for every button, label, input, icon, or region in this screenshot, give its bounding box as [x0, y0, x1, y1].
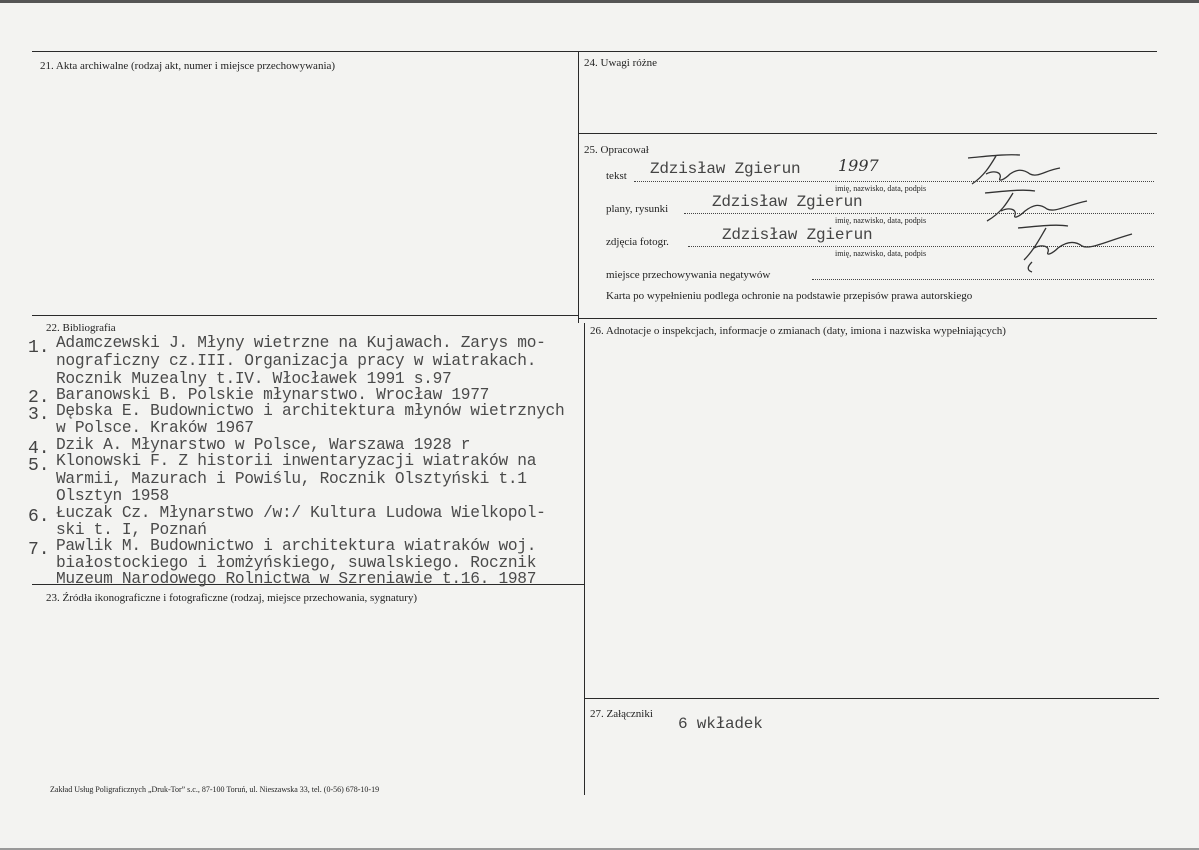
- printer-footer: Zakład Usług Poligraficznych „Druk-Tor” s.c., 87-100 Toruń, ul. Nieszawska 33, tel. (0-56) 678-10-19: [50, 785, 380, 794]
- bib-line: Pawlik M. Budownictwo i architektura wiatraków woj.: [56, 537, 537, 555]
- drawings-author-caption: imię, nazwisko, data, podpis: [835, 216, 927, 225]
- bib-line: Warmii, Mazurach i Powiślu, Rocznik Olsztyński t.1: [56, 470, 527, 488]
- bib-number-1: 1.: [28, 338, 50, 358]
- bib-line: Dzik A. Młynarstwo w Polsce, Warszawa 1928 r: [56, 436, 471, 454]
- frame-top-line: [32, 51, 1157, 52]
- bib-number-4: 4.: [28, 439, 50, 459]
- negatives-location-label: miejsce przechowywania negatywów: [606, 269, 771, 281]
- text-author-caption: imię, nazwisko, data, podpis: [835, 184, 927, 193]
- section-21-label: 21. Akta archiwalne (rodzaj akt, numer i miejsce przechowywania): [40, 60, 336, 72]
- section-26-label: 26. Adnotacje o inspekcjach, informacje o zmianach (daty, imiona i nazwiska wypełniających): [590, 325, 1006, 337]
- section-24-label: 24. Uwagi różne: [584, 57, 658, 69]
- photos-author-label: zdjęcia fotogr.: [606, 236, 669, 248]
- section-22-label: 22. Bibliografia: [46, 322, 116, 334]
- drawings-author-label: plany, rysunki: [606, 203, 669, 215]
- attachments-value: 6 wkładek: [678, 715, 763, 733]
- bib-line: nograficzny cz.III. Organizacja pracy w wiatrakach.: [56, 352, 537, 370]
- section-27-label: 27. Załączniki: [590, 708, 653, 720]
- divider-24-25: [579, 133, 1157, 134]
- bib-line: Olsztyn 1958: [56, 487, 169, 505]
- copyright-note: Karta po wypełnieniu podlega ochronie na podstawie przepisów prawa autorskiego: [606, 290, 973, 302]
- bib-line: Rocznik Muzealny t.IV. Włocławek 1991 s.97: [56, 370, 452, 388]
- drawings-author-value: Zdzisław Zgierun: [712, 193, 863, 211]
- signature-mark-3: [1010, 220, 1140, 280]
- bib-number-6: 6.: [28, 507, 50, 527]
- bib-number-5: 5.: [28, 456, 50, 476]
- photos-author-caption: imię, nazwisko, data, podpis: [835, 249, 927, 258]
- divider-26-27: [585, 698, 1159, 699]
- bib-line: Baranowski B. Polskie młynarstwo. Wrocław 1977: [56, 386, 490, 404]
- section-23-label: 23. Źródła ikonograficzne i fotograficzne (rodzaj, miejsce przechowania, sygnatury): [46, 592, 418, 604]
- divider-21-22: [32, 315, 579, 316]
- paper-top-edge: [0, 0, 1199, 3]
- section-25-label: 25. Opracował: [584, 144, 649, 156]
- text-author-label: tekst: [606, 170, 627, 182]
- bib-line: Klonowski F. Z historii inwentaryzacji wiatraków na: [56, 452, 537, 470]
- bib-line: ski t. I, Poznań: [56, 521, 207, 539]
- bib-line: Łuczak Cz. Młynarstwo /w:/ Kultura Ludowa Wielkopol-: [56, 504, 546, 522]
- bib-line: Muzeum Narodowego Rolnictwa w Szreniawie t.16. 1987: [56, 570, 537, 588]
- bib-number-3: 3.: [28, 405, 50, 425]
- text-author-value: Zdzisław Zgierun: [650, 160, 801, 178]
- text-author-year: 1997: [838, 156, 879, 175]
- center-divider-upper: [578, 51, 579, 323]
- bib-line: Dębska E. Budownictwo i architektura młynów wietrznych: [56, 402, 565, 420]
- bib-line: w Polsce. Kraków 1967: [56, 419, 254, 437]
- divider-25-26: [579, 318, 1157, 319]
- bib-line: Adamczewski J. Młyny wietrzne na Kujawach. Zarys mo-: [56, 334, 546, 352]
- bib-number-2: 2.: [28, 388, 50, 408]
- photos-author-value: Zdzisław Zgierun: [722, 226, 873, 244]
- bib-number-7: 7.: [28, 540, 50, 560]
- center-divider-lower: [584, 323, 585, 795]
- bib-line: białostockiego i łomżyńskiego, suwalskiego. Rocznik: [56, 554, 537, 572]
